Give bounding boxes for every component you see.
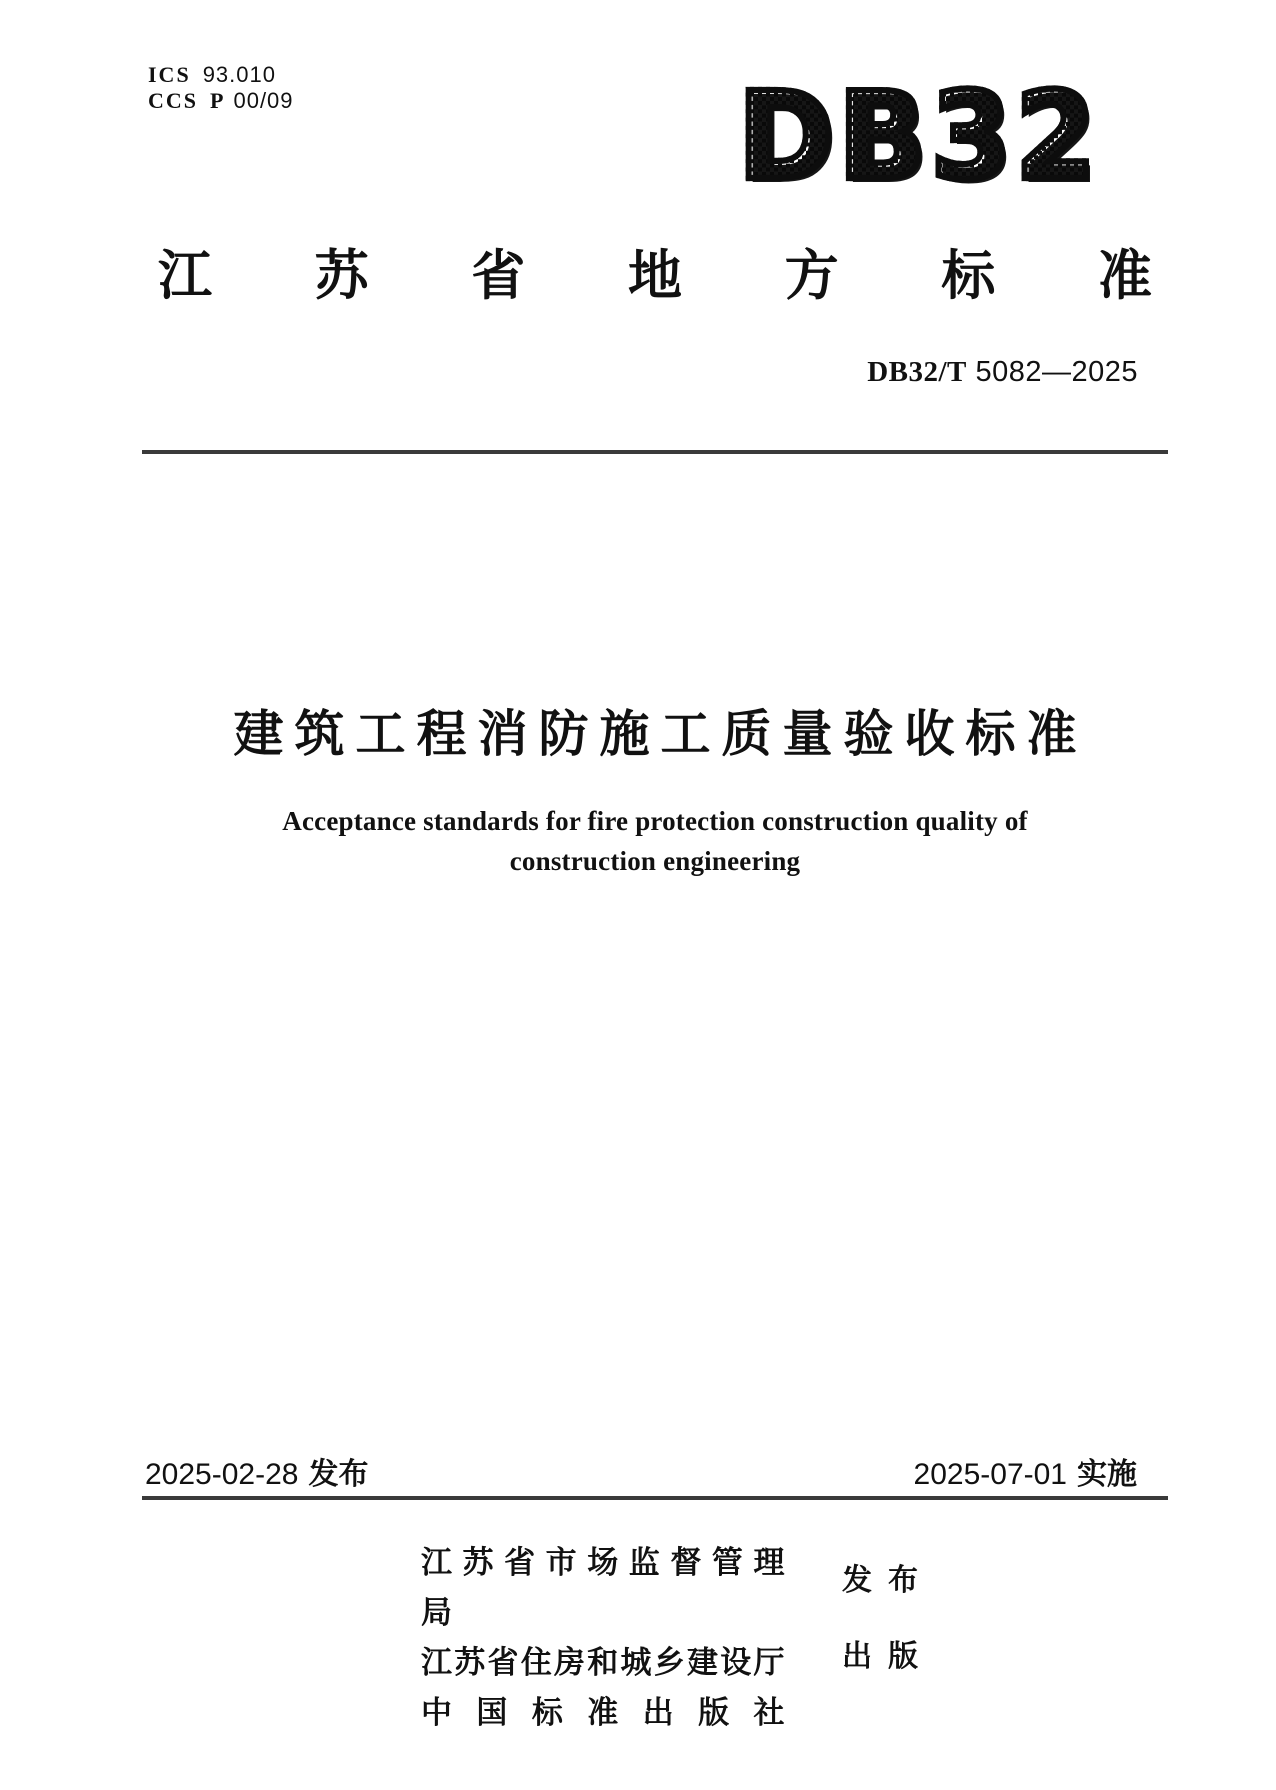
document-title-en-line1: Acceptance standards for fire protection construction quality of (282, 806, 1028, 836)
document-title-en-line2: construction engineering (509, 846, 801, 876)
document-title-cn: 建筑工程消防施工质量验收标准 (233, 706, 1088, 762)
implementation-date-group (914, 1458, 1137, 1492)
ccs-value: 00/09 (233, 88, 294, 113)
issue-date-label: 发布 (308, 1458, 369, 1491)
ccs-row (148, 88, 294, 114)
footer-divider-rule (142, 1496, 1168, 1500)
issuer-line-2: 江苏省住房和城乡建设厅 (421, 1645, 785, 1680)
classification-block (148, 62, 294, 114)
implementation-date: 2025-07-01 (913, 1458, 1067, 1491)
issue-action-label: 发布 (842, 1564, 934, 1597)
issuer-line-1: 江 苏 省 市 场 监 督 管 理 局 (421, 1545, 785, 1630)
issuer-block (421, 1538, 785, 1738)
ics-row (148, 62, 294, 88)
ccs-label: CCS (148, 88, 199, 113)
ics-value: 93.010 (202, 62, 276, 87)
standard-category-title: 江 苏 省 地 方 标 准 (158, 246, 1152, 306)
header-divider-rule (142, 450, 1168, 454)
issue-date-group (145, 1458, 368, 1492)
ics-label: ICS (148, 62, 191, 87)
implementation-date-label: 实施 (1077, 1458, 1137, 1491)
issue-date: 2025-02-28 (145, 1458, 299, 1491)
standard-code-prefix: DB32/T (867, 356, 967, 388)
standard-code-number: 5082—2025 (975, 356, 1138, 388)
dates-row (145, 1458, 1137, 1492)
publish-action-label: 出版 (842, 1640, 934, 1673)
db32-logo: DB32 (738, 66, 1101, 208)
ccs-class-code: P (210, 88, 224, 113)
issuer-line-3: 中 国 标 准 出 版 社 (421, 1695, 785, 1730)
standard-code (867, 356, 1138, 388)
